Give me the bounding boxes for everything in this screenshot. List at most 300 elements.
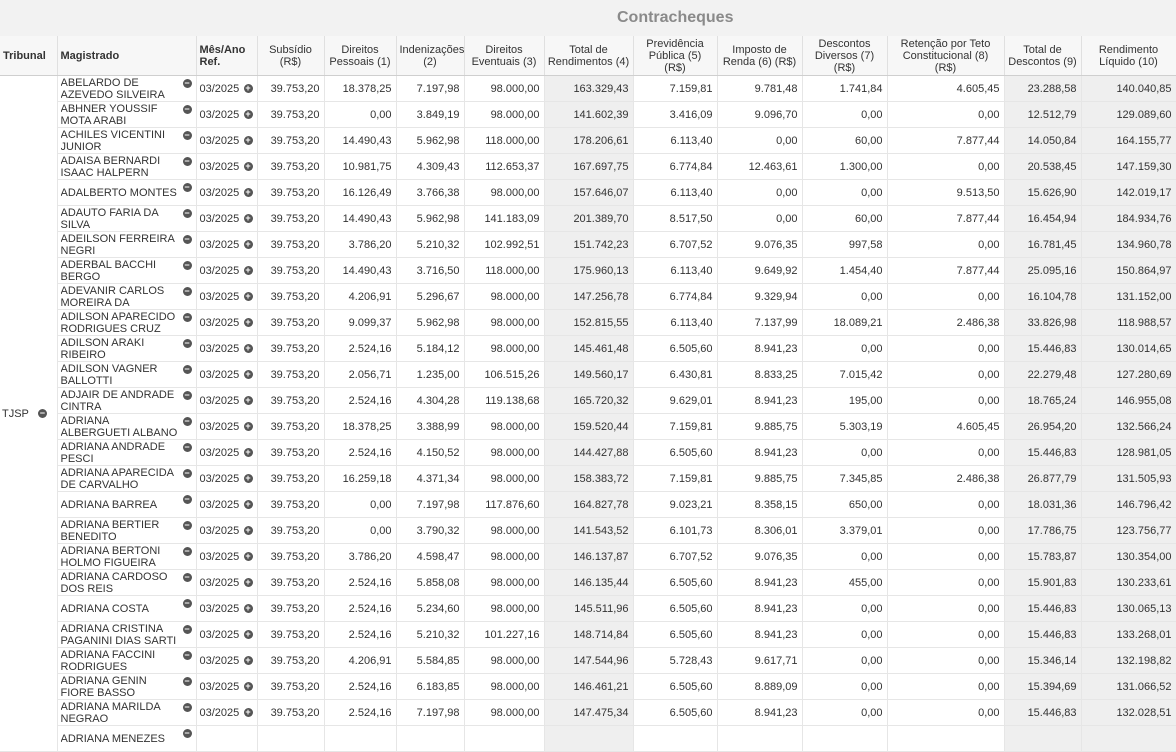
direitos-eventuais-cell: 98.000,00: [464, 466, 544, 492]
magistrado-name: ADRIANA FACCINI RODRIGUES: [60, 648, 156, 673]
retencao-teto-cell: 0,00: [887, 570, 1004, 596]
collapse-magistrado-icon[interactable]: −: [184, 650, 190, 660]
magistrado-cell: [57, 128, 196, 154]
imposto-renda-cell: 9.649,92: [717, 258, 802, 284]
expand-month-icon[interactable]: +: [245, 343, 251, 353]
total-rendimentos-cell: 151.742,23: [544, 232, 633, 258]
total-descontos-cell: 18.031,36: [1004, 492, 1081, 518]
subsidio-cell: 39.753,20: [257, 76, 324, 102]
previdencia-cell: 9.629,01: [633, 388, 717, 414]
expand-month-icon[interactable]: +: [245, 421, 251, 431]
indenizacoes-cell: 5.858,08: [396, 570, 464, 596]
indenizacoes-cell: 4.309,43: [396, 154, 464, 180]
imposto-renda-cell: 0,00: [717, 206, 802, 232]
total-descontos-cell: 14.050,84: [1004, 128, 1081, 154]
col-rendimento-liquido[interactable]: Rendimento Líquido (10): [1081, 36, 1176, 76]
rendimento-liquido-cell: 128.981,05: [1081, 440, 1176, 466]
direitos-eventuais-cell: 98.000,00: [464, 544, 544, 570]
rendimento-liquido-cell: 134.960,78: [1081, 232, 1176, 258]
direitos-eventuais-cell: 118.000,00: [464, 128, 544, 154]
direitos-eventuais-cell: 98.000,00: [464, 648, 544, 674]
previdencia-cell: 6.505,60: [633, 570, 717, 596]
previdencia-cell: 7.159,81: [633, 466, 717, 492]
total-descontos-cell: [1004, 726, 1081, 752]
previdencia-cell: 6.505,60: [633, 622, 717, 648]
descontos-diversos-cell: 1.454,40: [802, 258, 887, 284]
imposto-renda-cell: 8.941,23: [717, 622, 802, 648]
expand-month-icon[interactable]: +: [245, 239, 251, 249]
imposto-renda-cell: 7.137,99: [717, 310, 802, 336]
expand-month-icon[interactable]: +: [245, 499, 251, 509]
col-imposto-renda[interactable]: Imposto de Renda (6) (R$): [717, 36, 802, 76]
direitos-pessoais-cell: 16.259,18: [324, 466, 396, 492]
expand-month-icon[interactable]: +: [245, 291, 251, 301]
expand-month-icon[interactable]: +: [245, 395, 251, 405]
subsidio-cell: 39.753,20: [257, 180, 324, 206]
descontos-diversos-cell: [802, 726, 887, 752]
magistrado-cell: [57, 622, 196, 648]
mes-ano-cell: [196, 362, 257, 388]
retencao-teto-cell: 0,00: [887, 518, 1004, 544]
total-rendimentos-cell: 146.137,87: [544, 544, 633, 570]
collapse-magistrado-icon[interactable]: −: [184, 338, 190, 348]
mes-ano-value: 03/2025: [199, 316, 240, 329]
total-descontos-cell: 15.626,90: [1004, 180, 1081, 206]
table-row: [0, 232, 1176, 258]
collapse-magistrado-icon[interactable]: −: [184, 468, 190, 478]
indenizacoes-cell: 7.197,98: [396, 492, 464, 518]
descontos-diversos-cell: 997,58: [802, 232, 887, 258]
descontos-diversos-cell: 5.303,19: [802, 414, 887, 440]
collapse-magistrado-icon[interactable]: −: [184, 572, 190, 582]
magistrado-name: ADEILSON FERREIRA NEGRI: [60, 232, 175, 257]
total-rendimentos-cell: 201.389,70: [544, 206, 633, 232]
direitos-pessoais-cell: 9.099,37: [324, 310, 396, 336]
mes-ano-value: 03/2025: [199, 498, 240, 511]
retencao-teto-cell: 0,00: [887, 648, 1004, 674]
magistrado-name: ADRIANA MENEZES: [60, 732, 166, 745]
mes-ano-cell: [196, 674, 257, 700]
expand-month-icon[interactable]: +: [245, 577, 251, 587]
subsidio-cell: 39.753,20: [257, 700, 324, 726]
expand-month-icon[interactable]: +: [245, 629, 251, 639]
magistrado-cell: [57, 570, 196, 596]
table-row: [0, 388, 1176, 414]
indenizacoes-cell: 3.790,32: [396, 518, 464, 544]
expand-month-icon[interactable]: +: [245, 655, 251, 665]
total-rendimentos-cell: 164.827,78: [544, 492, 633, 518]
direitos-pessoais-cell: 2.524,16: [324, 388, 396, 414]
subsidio-cell: 39.753,20: [257, 648, 324, 674]
subsidio-cell: 39.753,20: [257, 102, 324, 128]
direitos-pessoais-cell: 10.981,75: [324, 154, 396, 180]
imposto-renda-cell: 8.306,01: [717, 518, 802, 544]
direitos-pessoais-cell: 14.490,43: [324, 258, 396, 284]
imposto-renda-cell: 8.941,23: [717, 570, 802, 596]
mes-ano-cell: [196, 154, 257, 180]
descontos-diversos-cell: 3.379,01: [802, 518, 887, 544]
magistrado-cell: [57, 284, 196, 310]
magistrado-cell: [57, 674, 196, 700]
expand-month-icon[interactable]: +: [245, 369, 251, 379]
rendimento-liquido-cell: 150.864,97: [1081, 258, 1176, 284]
expand-month-icon[interactable]: +: [245, 83, 251, 93]
direitos-eventuais-cell: 119.138,68: [464, 388, 544, 414]
collapse-magistrado-icon[interactable]: −: [184, 104, 190, 114]
rendimento-liquido-cell: 132.198,82: [1081, 648, 1176, 674]
direitos-eventuais-cell: 112.653,37: [464, 154, 544, 180]
subsidio-cell: 39.753,20: [257, 206, 324, 232]
imposto-renda-cell: 8.358,15: [717, 492, 802, 518]
indenizacoes-cell: 4.371,34: [396, 466, 464, 492]
mes-ano-value: 03/2025: [199, 82, 240, 95]
collapse-magistrado-icon[interactable]: −: [184, 624, 190, 634]
table-row: [0, 310, 1176, 336]
collapse-magistrado-icon[interactable]: −: [184, 286, 190, 296]
subsidio-cell: 39.753,20: [257, 570, 324, 596]
imposto-renda-cell: 8.941,23: [717, 440, 802, 466]
imposto-renda-cell: 0,00: [717, 128, 802, 154]
magistrado-cell: [57, 206, 196, 232]
total-rendimentos-cell: 141.602,39: [544, 102, 633, 128]
direitos-eventuais-cell: 106.515,26: [464, 362, 544, 388]
table-row: [0, 206, 1176, 232]
expand-month-icon[interactable]: +: [245, 525, 251, 535]
expand-month-icon[interactable]: +: [245, 187, 251, 197]
mes-ano-value: 03/2025: [199, 472, 240, 485]
previdencia-cell: 3.416,09: [633, 102, 717, 128]
imposto-renda-cell: 9.885,75: [717, 414, 802, 440]
direitos-pessoais-cell: 0,00: [324, 102, 396, 128]
mes-ano-value: 03/2025: [199, 394, 240, 407]
magistrado-cell: [57, 700, 196, 726]
expand-month-icon[interactable]: +: [245, 551, 251, 561]
descontos-diversos-cell: 0,00: [802, 440, 887, 466]
collapse-magistrado-icon[interactable]: −: [184, 676, 190, 686]
indenizacoes-cell: 5.234,60: [396, 596, 464, 622]
direitos-pessoais-cell: 18.378,25: [324, 76, 396, 102]
collapse-magistrado-icon[interactable]: −: [184, 208, 190, 218]
rendimento-liquido-cell: 146.955,08: [1081, 388, 1176, 414]
direitos-pessoais-cell: 14.490,43: [324, 206, 396, 232]
rendimento-liquido-cell: 140.040,85: [1081, 76, 1176, 102]
table-row: [0, 492, 1176, 518]
direitos-eventuais-cell: [464, 726, 544, 752]
subsidio-cell: 39.753,20: [257, 336, 324, 362]
expand-month-icon[interactable]: +: [245, 473, 251, 483]
descontos-diversos-cell: 7.015,42: [802, 362, 887, 388]
collapse-magistrado-icon[interactable]: −: [184, 442, 190, 452]
total-descontos-cell: 26.954,20: [1004, 414, 1081, 440]
indenizacoes-cell: 5.962,98: [396, 206, 464, 232]
mes-ano-cell: [196, 492, 257, 518]
magistrado-name: ADRIANA GENIN FIORE BASSO: [60, 674, 147, 699]
col-direitos-eventuais[interactable]: Direitos Eventuais (3): [464, 36, 544, 76]
magistrado-name: ABELARDO DE AZEVEDO SILVEIRA: [60, 76, 165, 101]
magistrado-name: ADAUTO FARIA DA SILVA: [60, 206, 159, 231]
total-descontos-cell: 33.826,98: [1004, 310, 1081, 336]
mes-ano-value: 03/2025: [199, 212, 240, 225]
rendimento-liquido-cell: 184.934,76: [1081, 206, 1176, 232]
expand-month-icon[interactable]: +: [245, 109, 251, 119]
total-descontos-cell: 26.877,79: [1004, 466, 1081, 492]
descontos-diversos-cell: 0,00: [802, 102, 887, 128]
collapse-magistrado-icon[interactable]: −: [184, 702, 190, 712]
retencao-teto-cell: 0,00: [887, 674, 1004, 700]
expand-month-icon[interactable]: +: [245, 707, 251, 717]
direitos-eventuais-cell: 98.000,00: [464, 570, 544, 596]
subsidio-cell: 39.753,20: [257, 388, 324, 414]
expand-month-icon[interactable]: +: [245, 447, 251, 457]
mes-ano-cell: [196, 180, 257, 206]
mes-ano-value: 03/2025: [199, 238, 240, 251]
previdencia-cell: [633, 726, 717, 752]
table-row: [0, 180, 1176, 206]
subsidio-cell: 39.753,20: [257, 128, 324, 154]
collapse-tribunal-icon[interactable]: −: [39, 408, 46, 418]
mes-ano-value: 03/2025: [199, 576, 240, 589]
total-descontos-cell: 15.446,83: [1004, 440, 1081, 466]
descontos-diversos-cell: 60,00: [802, 128, 887, 154]
collapse-magistrado-icon[interactable]: −: [184, 416, 190, 426]
indenizacoes-cell: 3.716,50: [396, 258, 464, 284]
collapse-magistrado-icon[interactable]: −: [184, 364, 190, 374]
retencao-teto-cell: 7.877,44: [887, 206, 1004, 232]
mes-ano-cell: [196, 388, 257, 414]
retencao-teto-cell: 0,00: [887, 596, 1004, 622]
mes-ano-value: 03/2025: [199, 446, 240, 459]
table-row: [0, 362, 1176, 388]
mes-ano-cell: [196, 414, 257, 440]
mes-ano-cell: [196, 310, 257, 336]
descontos-diversos-cell: 0,00: [802, 700, 887, 726]
total-rendimentos-cell: 159.520,44: [544, 414, 633, 440]
total-rendimentos-cell: 178.206,61: [544, 128, 633, 154]
expand-month-icon[interactable]: +: [245, 135, 251, 145]
col-direitos-pessoais[interactable]: Direitos Pessoais (1): [324, 36, 396, 76]
expand-month-icon[interactable]: +: [245, 317, 251, 327]
indenizacoes-cell: 5.584,85: [396, 648, 464, 674]
magistrado-cell: [57, 726, 196, 752]
col-retencao-teto[interactable]: Retenção por Teto Constitucional (8) (R$): [887, 36, 1004, 76]
magistrado-name: ADAISA BERNARDI ISAAC HALPERN: [60, 154, 161, 179]
total-rendimentos-cell: 144.427,88: [544, 440, 633, 466]
collapse-magistrado-icon[interactable]: −: [184, 182, 190, 192]
subsidio-cell: 39.753,20: [257, 622, 324, 648]
indenizacoes-cell: 5.296,67: [396, 284, 464, 310]
rendimento-liquido-cell: 131.505,93: [1081, 466, 1176, 492]
table-row: [0, 284, 1176, 310]
imposto-renda-cell: 8.889,09: [717, 674, 802, 700]
table-row: [0, 414, 1176, 440]
retencao-teto-cell: 0,00: [887, 154, 1004, 180]
subsidio-cell: 39.753,20: [257, 284, 324, 310]
retencao-teto-cell: 0,00: [887, 102, 1004, 128]
rendimento-liquido-cell: 147.159,30: [1081, 154, 1176, 180]
mes-ano-cell: [196, 336, 257, 362]
magistrado-cell: [57, 76, 196, 102]
total-rendimentos-cell: 146.461,21: [544, 674, 633, 700]
col-total-rendimentos[interactable]: Total de Rendimentos (4): [544, 36, 633, 76]
imposto-renda-cell: 9.329,94: [717, 284, 802, 310]
magistrado-name: ADRIANA MARILDA NEGRAO: [60, 700, 161, 725]
retencao-teto-cell: 0,00: [887, 232, 1004, 258]
direitos-pessoais-cell: 16.126,49: [324, 180, 396, 206]
total-rendimentos-cell: 163.329,43: [544, 76, 633, 102]
imposto-renda-cell: 8.941,23: [717, 700, 802, 726]
direitos-pessoais-cell: 2.056,71: [324, 362, 396, 388]
mes-ano-value: 03/2025: [199, 654, 240, 667]
collapse-magistrado-icon[interactable]: −: [184, 494, 190, 504]
descontos-diversos-cell: 60,00: [802, 206, 887, 232]
expand-month-icon[interactable]: +: [245, 265, 251, 275]
magistrado-cell: [57, 466, 196, 492]
mes-ano-value: 03/2025: [199, 186, 240, 199]
col-indenizacoes[interactable]: Indenizações (2): [396, 36, 464, 76]
rendimento-liquido-cell: 131.066,52: [1081, 674, 1176, 700]
total-descontos-cell: 15.446,83: [1004, 622, 1081, 648]
previdencia-cell: 9.023,21: [633, 492, 717, 518]
magistrado-name: ADILSON APARECIDO RODRIGUES CRUZ: [60, 310, 176, 335]
retencao-teto-cell: 0,00: [887, 336, 1004, 362]
expand-month-icon[interactable]: +: [245, 603, 251, 613]
col-total-descontos[interactable]: Total de Descontos (9): [1004, 36, 1081, 76]
table-row: [0, 336, 1176, 362]
imposto-renda-cell: 9.096,70: [717, 102, 802, 128]
col-magistrado[interactable]: Magistrado: [57, 36, 196, 76]
expand-month-icon[interactable]: +: [245, 213, 251, 223]
collapse-magistrado-icon[interactable]: −: [184, 312, 190, 322]
mes-ano-cell: [196, 102, 257, 128]
rendimento-liquido-cell: [1081, 726, 1176, 752]
direitos-eventuais-cell: 98.000,00: [464, 180, 544, 206]
table-row: [0, 648, 1176, 674]
descontos-diversos-cell: 0,00: [802, 284, 887, 310]
collapse-magistrado-icon[interactable]: −: [184, 546, 190, 556]
magistrado-cell: [57, 180, 196, 206]
indenizacoes-cell: 4.598,47: [396, 544, 464, 570]
col-tribunal[interactable]: Tribunal: [0, 36, 57, 76]
expand-month-icon[interactable]: +: [245, 161, 251, 171]
retencao-teto-cell: 0,00: [887, 284, 1004, 310]
rendimento-liquido-cell: 131.152,00: [1081, 284, 1176, 310]
collapse-magistrado-icon[interactable]: −: [184, 234, 190, 244]
rendimento-liquido-cell: 133.268,01: [1081, 622, 1176, 648]
total-rendimentos-cell: 141.543,52: [544, 518, 633, 544]
magistrado-name: ADRIANA ANDRADE PESCI: [60, 440, 166, 465]
magistrado-name: ADRIANA COSTA: [60, 602, 149, 615]
subsidio-cell: 39.753,20: [257, 674, 324, 700]
direitos-pessoais-cell: 2.524,16: [324, 622, 396, 648]
direitos-eventuais-cell: 98.000,00: [464, 440, 544, 466]
mes-ano-value: 03/2025: [199, 368, 240, 381]
col-previdencia[interactable]: Previdência Pública (5) (R$): [633, 36, 717, 76]
direitos-eventuais-cell: 98.000,00: [464, 102, 544, 128]
retencao-teto-cell: 2.486,38: [887, 310, 1004, 336]
mes-ano-value: 03/2025: [199, 628, 240, 641]
total-rendimentos-cell: 157.646,07: [544, 180, 633, 206]
previdencia-cell: 5.728,43: [633, 648, 717, 674]
collapse-magistrado-icon[interactable]: −: [184, 78, 190, 88]
rendimento-liquido-cell: 130.354,00: [1081, 544, 1176, 570]
subsidio-cell: [257, 726, 324, 752]
collapse-magistrado-icon[interactable]: −: [184, 130, 190, 140]
col-mes-ano[interactable]: Mês/Ano Ref.: [196, 36, 257, 76]
direitos-pessoais-cell: 3.786,20: [324, 544, 396, 570]
mes-ano-cell: [196, 466, 257, 492]
mes-ano-cell: [196, 232, 257, 258]
collapse-magistrado-icon[interactable]: −: [184, 728, 190, 738]
direitos-eventuais-cell: 98.000,00: [464, 76, 544, 102]
imposto-renda-cell: 12.463,61: [717, 154, 802, 180]
previdencia-cell: 7.159,81: [633, 76, 717, 102]
expand-month-icon[interactable]: +: [245, 681, 251, 691]
table-row: [0, 76, 1176, 102]
mes-ano-value: 03/2025: [199, 108, 240, 121]
magistrado-cell: [57, 492, 196, 518]
col-descontos-diversos[interactable]: Descontos Diversos (7) (R$): [802, 36, 887, 76]
retencao-teto-cell: 0,00: [887, 362, 1004, 388]
direitos-pessoais-cell: 2.524,16: [324, 674, 396, 700]
subsidio-cell: 39.753,20: [257, 154, 324, 180]
retencao-teto-cell: 7.877,44: [887, 128, 1004, 154]
mes-ano-cell: [196, 544, 257, 570]
mes-ano-cell: [196, 596, 257, 622]
total-descontos-cell: 16.781,45: [1004, 232, 1081, 258]
col-subsidio[interactable]: Subsídio (R$): [257, 36, 324, 76]
subsidio-cell: 39.753,20: [257, 596, 324, 622]
mes-ano-value: 03/2025: [199, 342, 240, 355]
magistrado-cell: [57, 388, 196, 414]
table-row: [0, 700, 1176, 726]
retencao-teto-cell: 4.605,45: [887, 414, 1004, 440]
mes-ano-value: 03/2025: [199, 550, 240, 563]
previdencia-cell: 6.505,60: [633, 440, 717, 466]
indenizacoes-cell: 5.962,98: [396, 310, 464, 336]
mes-ano-cell: [196, 518, 257, 544]
direitos-eventuais-cell: 118.000,00: [464, 258, 544, 284]
total-descontos-cell: 16.104,78: [1004, 284, 1081, 310]
mes-ano-cell: [196, 700, 257, 726]
collapse-magistrado-icon[interactable]: −: [184, 260, 190, 270]
total-rendimentos-cell: 149.560,17: [544, 362, 633, 388]
collapse-magistrado-icon[interactable]: −: [184, 156, 190, 166]
retencao-teto-cell: 9.513,50: [887, 180, 1004, 206]
magistrado-name: ADALBERTO MONTES: [60, 186, 177, 199]
magistrado-cell: [57, 518, 196, 544]
magistrado-name: ADRIANA APARECIDA DE CARVALHO: [60, 466, 174, 491]
magistrado-name: ADRIANA ALBERGUETI ALBANO: [60, 414, 178, 439]
rendimento-liquido-cell: 129.089,60: [1081, 102, 1176, 128]
direitos-eventuais-cell: 98.000,00: [464, 336, 544, 362]
collapse-magistrado-icon[interactable]: −: [184, 520, 190, 530]
direitos-eventuais-cell: 98.000,00: [464, 596, 544, 622]
retencao-teto-cell: 7.877,44: [887, 258, 1004, 284]
subsidio-cell: 39.753,20: [257, 518, 324, 544]
imposto-renda-cell: 8.941,23: [717, 596, 802, 622]
rendimento-liquido-cell: 132.566,24: [1081, 414, 1176, 440]
direitos-eventuais-cell: 98.000,00: [464, 284, 544, 310]
collapse-magistrado-icon[interactable]: −: [184, 598, 190, 608]
descontos-diversos-cell: 650,00: [802, 492, 887, 518]
indenizacoes-cell: 5.962,98: [396, 128, 464, 154]
mes-ano-cell: [196, 284, 257, 310]
direitos-pessoais-cell: 2.524,16: [324, 440, 396, 466]
collapse-magistrado-icon[interactable]: −: [184, 390, 190, 400]
table-row: [0, 102, 1176, 128]
previdencia-cell: 6.505,60: [633, 336, 717, 362]
direitos-eventuais-cell: 102.992,51: [464, 232, 544, 258]
